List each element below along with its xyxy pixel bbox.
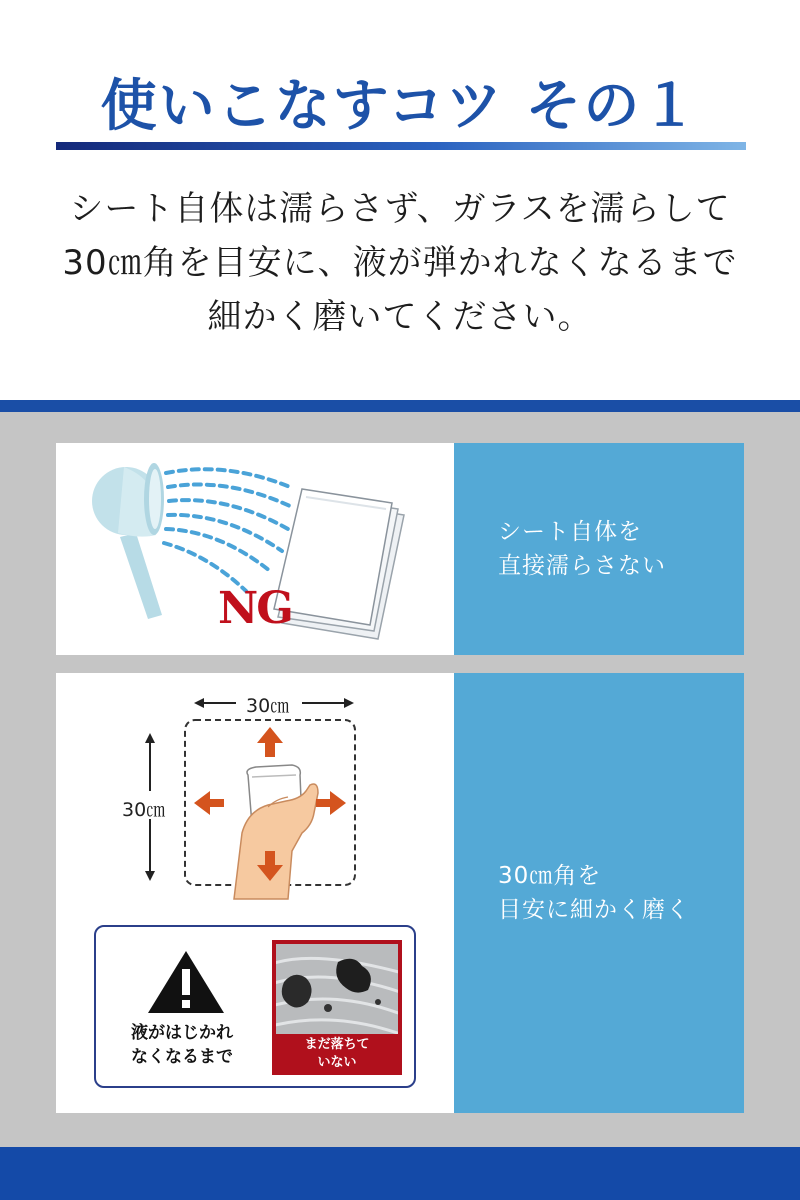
ng-label: NG bbox=[218, 583, 292, 634]
header-section bbox=[0, 0, 800, 400]
warning-caption bbox=[108, 1021, 256, 1069]
photo-caption-line-2: いない bbox=[317, 1055, 357, 1070]
top-blue-band bbox=[0, 400, 800, 412]
warning-caption-line-1: 液がはじかれ bbox=[131, 1023, 233, 1043]
panel-illustration bbox=[56, 443, 454, 655]
lead-line-3: 細かく磨いてください。 bbox=[207, 297, 593, 337]
photo-caption-line-1: まだ落ちて bbox=[304, 1037, 370, 1052]
warning-caption-line-2: なくなるまで bbox=[131, 1047, 233, 1067]
panel-1-caption-line-2: 直接濡らさない bbox=[498, 553, 666, 579]
lead-line-1: シート自体は濡らさず、ガラスを濡らして bbox=[69, 189, 731, 229]
page-title: 使いこなすコツ その１ bbox=[100, 74, 700, 139]
panel-2-caption bbox=[454, 673, 744, 1113]
photo-caption bbox=[272, 1036, 402, 1072]
width-label: 30㎝ bbox=[246, 695, 290, 717]
panel-illustration bbox=[56, 673, 454, 1113]
direction-arrow-icon bbox=[56, 673, 454, 913]
residue-photo bbox=[272, 940, 402, 1075]
bottom-blue-band bbox=[0, 1147, 800, 1200]
warning-triangle-icon bbox=[146, 949, 226, 1015]
residue-photo-svg bbox=[276, 944, 398, 1034]
panel-2-caption-line-2: 目安に細かく磨く bbox=[498, 897, 690, 923]
residue-photo-image bbox=[276, 944, 398, 1034]
panel-2-caption-line-1: 30㎝角を bbox=[498, 863, 602, 889]
tip-panel-no-wetting bbox=[56, 443, 744, 655]
lead-text bbox=[30, 182, 770, 344]
panel-1-caption bbox=[454, 443, 744, 655]
height-label: 30㎝ bbox=[122, 799, 166, 821]
lead-line-2: 30㎝角を目安に、液が弾かれなくなるまで bbox=[62, 243, 738, 283]
title-underline bbox=[56, 142, 746, 150]
panel-1-caption-line-1: シート自体を bbox=[498, 519, 642, 545]
tip-panel-30cm-square bbox=[56, 673, 744, 1113]
warning-box bbox=[94, 925, 416, 1088]
